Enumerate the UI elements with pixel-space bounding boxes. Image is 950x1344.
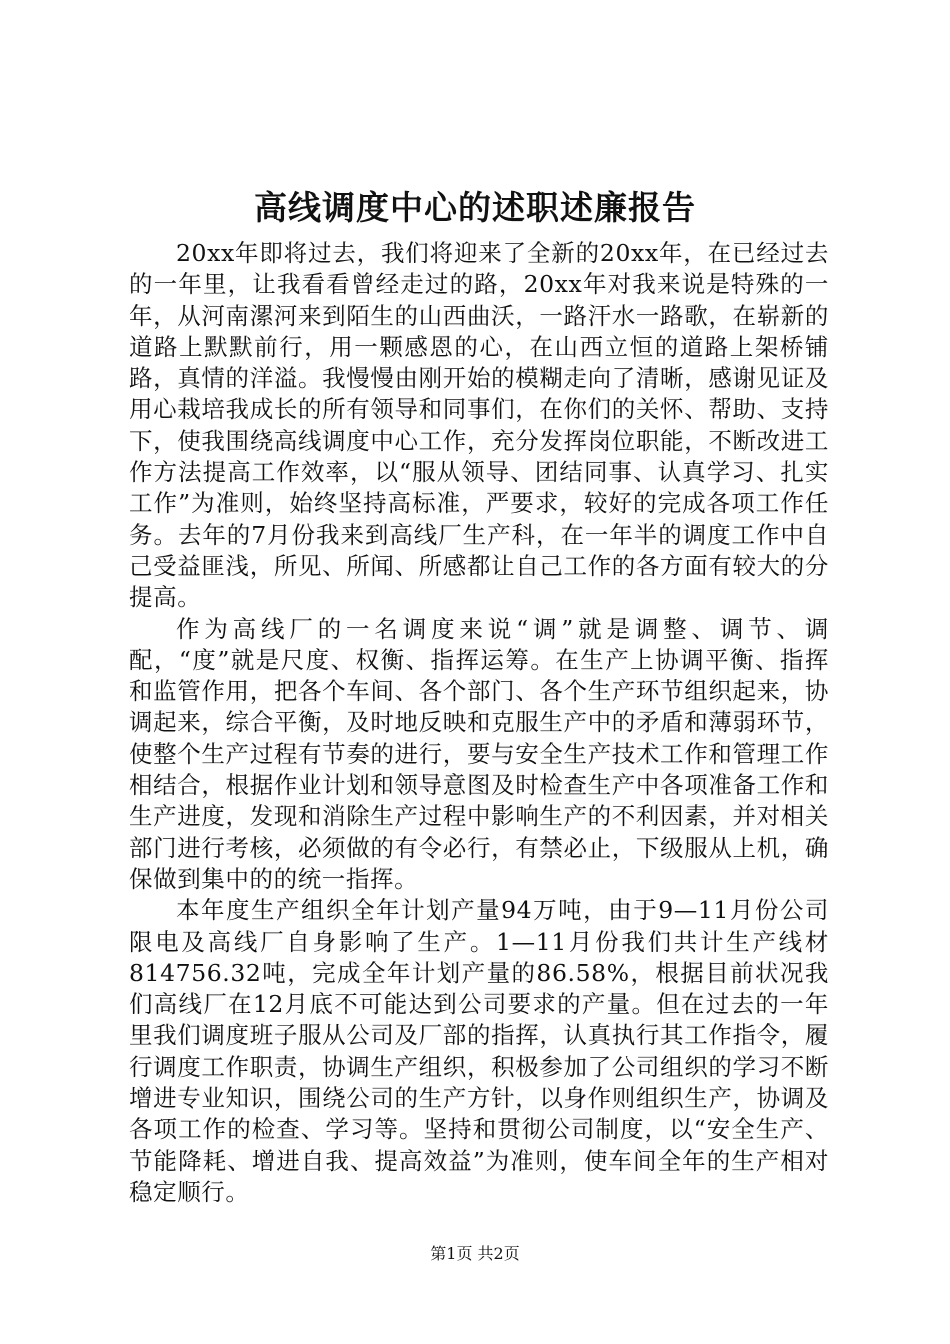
page-number-footer: 第1页 共2页: [430, 1244, 520, 1263]
paragraph-1: 20xx年即将过去，我们将迎来了全新的20xx年，在已经过去的一年里，让我看看曾经走过的路，20xx年对我来说是特殊的一年，从河南漯河来到陌生的山西曲沃，一路汗水一路歌，在崭新的道路上默默前行，用一颗感恩的心，在山西立恒的道路上架桥铺路，真情的洋溢。我慢慢由刚开始的模糊走向了清晰，感谢见证及用心栽培我成长的所有领导和同事们，在你们的关怀、帮助、支持下，使我围绕高线调度中心工作，充分发挥岗位职能，不断改进工作方法提高工作效率，以“服从领导、团结同事、认真学习、扎实工作”为准则，始终坚持高标准，严要求，较好的完成各项工作任务。去年的7月份我来到高线厂生产科，在一年半的调度工作中自己受益匪浅，所见、所闻、所感都让自己工作的各方面有较大的分提高。: [129, 239, 829, 612]
document-body: [129, 238, 829, 1208]
paragraph-3: 本年度生产组织全年计划产量94万吨，由于9—11月份公司限电及高线厂自身影响了生产。1—11月份我们共计生产线材814756.32吨，完成全年计划产量的86.58%，根据目前状况我们高线厂在12月底不可能达到公司要求的产量。但在过去的一年里我们调度班子服从公司及厂部的指挥，认真执行其工作指令，履行调度工作职责，协调生产组织，积极参加了公司组织的学习不断增进专业知识，围绕公司的生产方针，以身作则组织生产，协调及各项工作的检查、学习等。坚持和贯彻公司制度，以“安全生产、节能降耗、增进自我、提高效益”为准则，使车间全年的生产相对稳定顺行。: [129, 896, 829, 1206]
document-title: 高线调度中心的述职述廉报告: [254, 188, 696, 227]
paragraph-2: 作为高线厂的一名调度来说“调”就是调整、调节、调配，“度”就是尺度、权衡、指挥运筹。在生产上协调平衡、指挥和监管作用，把各个车间、各个部门、各个生产环节组织起来，协调起来，综合平衡，及时地反映和克服生产中的矛盾和薄弱环节，使整个生产过程有节奏的进行，要与安全生产技术工作和管理工作相结合，根据作业计划和领导意图及时检查生产中各项准备工作和生产进度，发现和消除生产过程中影响生产的不利因素，并对相关部门进行考核，必须做的有令必行，有禁必止，下级服从上机，确保做到集中的的统一指挥。: [129, 614, 829, 893]
